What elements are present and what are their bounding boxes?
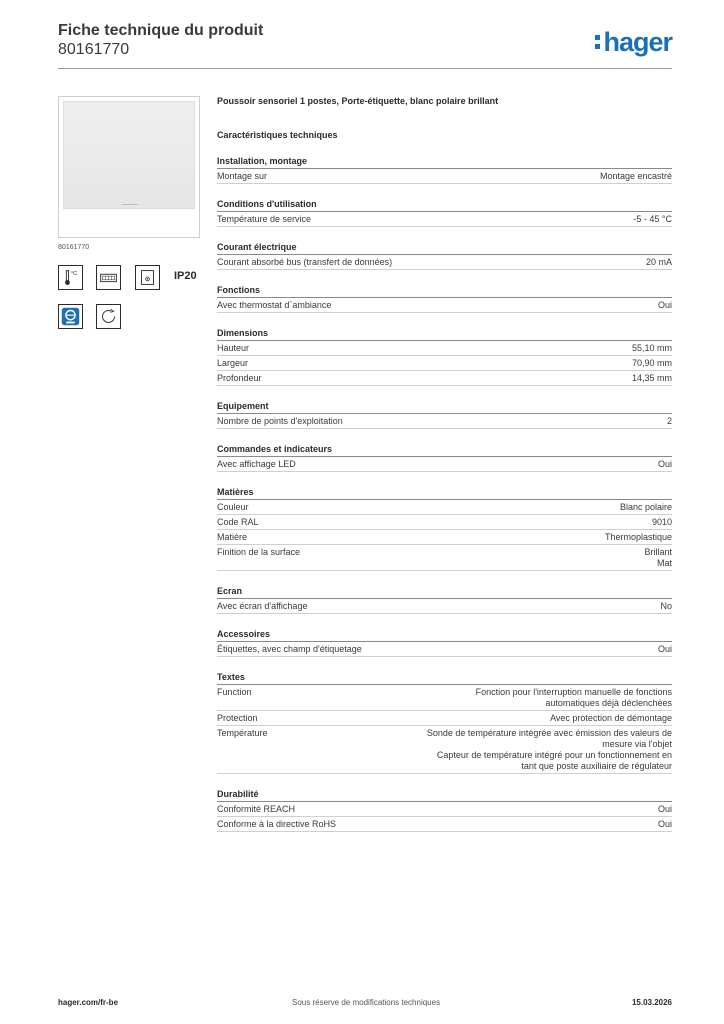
rotation-icon bbox=[96, 304, 121, 329]
spec-key: Function bbox=[217, 687, 252, 697]
section-title: Equipement bbox=[217, 401, 672, 414]
spec-row bbox=[217, 457, 672, 472]
spec-key: Protection bbox=[217, 713, 258, 723]
section-title: Courant électrique bbox=[217, 242, 672, 255]
section-title: Matières bbox=[217, 487, 672, 500]
section-title: Ecran bbox=[217, 586, 672, 599]
display-icon bbox=[96, 265, 121, 290]
spec-row bbox=[217, 414, 672, 429]
spec-key: Montage sur bbox=[217, 171, 268, 181]
spec-row bbox=[217, 802, 672, 817]
footer-website: hager.com/fr-be bbox=[58, 998, 119, 1007]
spec-section bbox=[217, 401, 672, 429]
spec-row bbox=[217, 169, 672, 184]
spec-key: Matière bbox=[217, 532, 248, 542]
spec-key: Avec affichage LED bbox=[217, 459, 296, 469]
spec-row bbox=[217, 371, 672, 386]
product-photo-caption: 80161770 bbox=[58, 244, 90, 251]
section-title: Accessoires bbox=[217, 629, 672, 642]
section-title: Dimensions bbox=[217, 328, 672, 341]
spec-key: Hauteur bbox=[217, 343, 250, 353]
spec-section bbox=[217, 242, 672, 270]
spec-value: 9010 bbox=[651, 517, 672, 527]
spec-row bbox=[217, 726, 672, 774]
section-title: Conditions d'utilisation bbox=[217, 199, 672, 212]
spec-section bbox=[217, 672, 672, 774]
spec-value: Fonction pour l'interruption manuelle de fonctions automatiques déjà déclenchées bbox=[475, 687, 672, 708]
spec-section bbox=[217, 586, 672, 614]
spec-value: Thermoplastique bbox=[604, 532, 672, 542]
spec-value: Oui bbox=[657, 300, 672, 310]
thermometer-celsius-icon bbox=[58, 265, 83, 290]
spec-value: Oui bbox=[657, 819, 672, 829]
spec-row bbox=[217, 685, 672, 711]
header-divider bbox=[58, 68, 672, 69]
spec-row bbox=[217, 530, 672, 545]
spec-section bbox=[217, 199, 672, 227]
spec-key: Finition de la surface bbox=[217, 547, 301, 557]
spec-value: Avec protection de démontage bbox=[550, 713, 672, 723]
spec-row bbox=[217, 599, 672, 614]
ip-rating-label: IP20 bbox=[174, 270, 197, 282]
spec-value: 55,10 mm bbox=[631, 343, 672, 353]
section-title: Fonctions bbox=[217, 285, 672, 298]
spec-key: Courant absorbé bus (transfert de données) bbox=[217, 257, 393, 267]
spec-value: Montage encastré bbox=[599, 171, 672, 181]
spec-key: Largeur bbox=[217, 358, 249, 368]
spec-key: Avec écran d'affichage bbox=[217, 601, 308, 611]
knx-easy-icon bbox=[58, 304, 83, 329]
section-title: Textes bbox=[217, 672, 672, 685]
spec-value: Blanc polaire bbox=[619, 502, 672, 512]
spec-row bbox=[217, 545, 672, 571]
spec-content bbox=[217, 96, 672, 832]
spec-section bbox=[217, 444, 672, 472]
spec-value: Sonde de température intégrée avec émission des valeurs de mesure via l'objet Capteur de température intégré pour un fonctionnement en tant que poste auxiliaire de régulateur bbox=[426, 728, 672, 771]
spec-row bbox=[217, 642, 672, 657]
spec-value: 20 mA bbox=[645, 257, 672, 267]
spec-row bbox=[217, 500, 672, 515]
spec-key: Conforme à la directive RoHS bbox=[217, 819, 337, 829]
sensor-icon bbox=[135, 265, 160, 290]
spec-value: 70,90 mm bbox=[631, 358, 672, 368]
spec-section bbox=[217, 487, 672, 571]
spec-sections bbox=[217, 156, 672, 832]
spec-value: Oui bbox=[657, 644, 672, 654]
spec-key: Profondeur bbox=[217, 373, 262, 383]
logo-colon-mark bbox=[595, 27, 600, 49]
spec-row bbox=[217, 298, 672, 313]
spec-row bbox=[217, 255, 672, 270]
spec-value: 2 bbox=[666, 416, 672, 426]
section-title: Commandes et indicateurs bbox=[217, 444, 672, 457]
section-title: Installation, montage bbox=[217, 156, 672, 169]
spec-key: Température bbox=[217, 728, 268, 738]
spec-value: Oui bbox=[657, 804, 672, 814]
logo-text: hager bbox=[603, 27, 672, 57]
product-photo bbox=[58, 96, 200, 238]
spec-value: Brillant Mat bbox=[644, 547, 672, 568]
spec-row bbox=[217, 341, 672, 356]
spec-key: Couleur bbox=[217, 502, 249, 512]
spec-key: Température de service bbox=[217, 214, 312, 224]
spec-section bbox=[217, 629, 672, 657]
spec-key: Code RAL bbox=[217, 517, 259, 527]
spec-row bbox=[217, 817, 672, 832]
spec-row bbox=[217, 212, 672, 227]
page-title: Fiche technique du produit bbox=[58, 22, 264, 39]
spec-key: Conformité REACH bbox=[217, 804, 296, 814]
product-number: 80161770 bbox=[58, 41, 130, 58]
spec-section bbox=[217, 789, 672, 832]
spec-value: No bbox=[660, 601, 672, 611]
spec-key: Nombre de points d'exploitation bbox=[217, 416, 343, 426]
spec-row bbox=[217, 711, 672, 726]
spec-key: Avec thermostat d`ambiance bbox=[217, 300, 332, 310]
spec-section bbox=[217, 285, 672, 313]
spec-key: Étiquettes, avec champ d'étiquetage bbox=[217, 644, 362, 654]
product-photo-plate bbox=[63, 101, 195, 209]
spec-row bbox=[217, 356, 672, 371]
svg-text:°: ° bbox=[113, 309, 116, 315]
spec-section bbox=[217, 328, 672, 386]
spec-section bbox=[217, 156, 672, 184]
footer-disclaimer: Sous réserve de modifications techniques bbox=[292, 998, 441, 1007]
page-header bbox=[58, 21, 672, 69]
hager-logo bbox=[595, 27, 672, 57]
spec-value: -5 - 45 °C bbox=[633, 214, 672, 224]
footer-date: 15.03.2026 bbox=[631, 998, 672, 1007]
spec-value: Oui bbox=[657, 459, 672, 469]
celsius-label: °C bbox=[70, 271, 78, 278]
spec-row bbox=[217, 515, 672, 530]
spec-value: 14,35 mm bbox=[631, 373, 672, 383]
section-title: Durabilité bbox=[217, 789, 672, 802]
specs-heading: Caractéristiques techniques bbox=[217, 130, 338, 140]
product-description: Poussoir sensoriel 1 postes, Porte-étiquette, blanc polaire brillant bbox=[217, 96, 499, 106]
